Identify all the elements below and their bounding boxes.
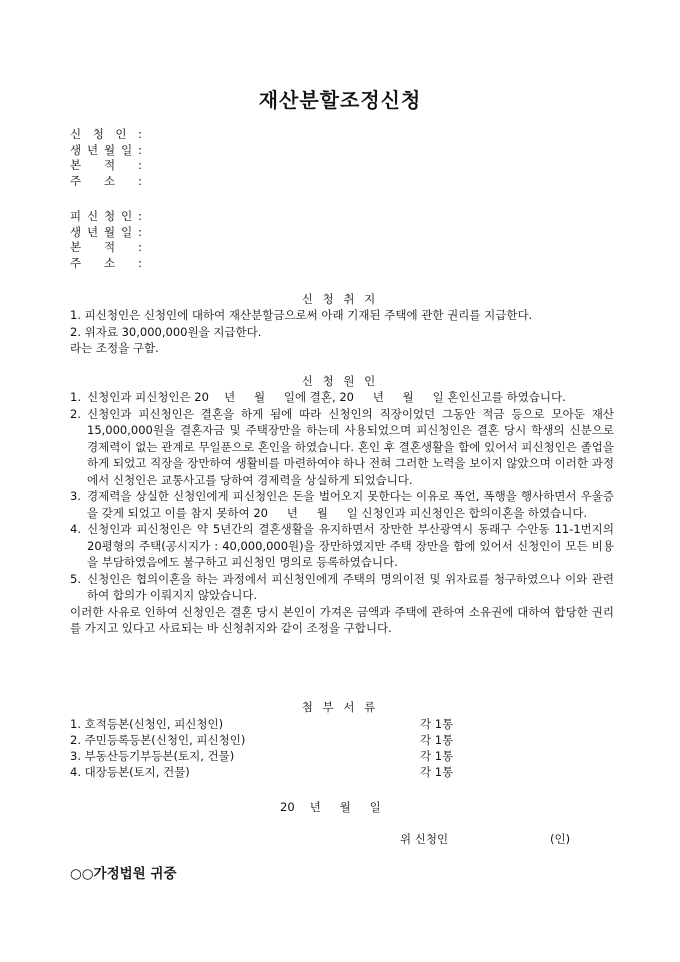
reason-number: 4. <box>70 522 81 536</box>
reasons-list <box>70 389 614 604</box>
attachment-name: 1. 호적등본(신청인, 피신청인) <box>70 717 224 731</box>
attachment-copies: 각 1통 <box>420 717 454 731</box>
attachment-copies: 각 1통 <box>420 749 454 763</box>
reason-item-2 <box>70 406 614 489</box>
respondent-name-label: 피 신 청 인 : <box>70 209 142 223</box>
respondent-info <box>70 209 142 271</box>
respondent-birth-row <box>70 225 142 241</box>
respondent-address-row <box>70 256 142 272</box>
applicant-domicile-row <box>70 158 142 174</box>
reason-number: 3. <box>70 489 81 503</box>
reasons-heading: 신 청 원 인 <box>301 374 379 388</box>
applicant-info <box>70 127 142 189</box>
reason-item-5 <box>70 571 614 604</box>
respondent-name-row <box>70 209 142 225</box>
reason-number: 5. <box>70 571 81 586</box>
date-line: 20 년 월 일 <box>280 800 381 814</box>
respondent-address-label: 주 소 : <box>70 255 142 270</box>
purpose-item-1: 1. 피신청인은 신청인에 대하여 재산분할금으로써 아래 기재된 주택에 관한 권리를 지급한다. <box>70 308 533 322</box>
attachment-name: 2. 주민등록등본(신청인, 피신청인) <box>70 733 246 747</box>
applicant-name-row <box>70 127 142 143</box>
seal-mark: (인) <box>550 832 571 846</box>
applicant-birth-row <box>70 143 142 159</box>
reason-item-1 <box>70 389 614 406</box>
signature-label: 위 신청인 <box>400 832 449 846</box>
applicant-birth-label: 생 년 월 일 : <box>70 142 142 157</box>
respondent-birth-label: 생 년 월 일 : <box>70 224 142 239</box>
attachment-item <box>70 764 490 780</box>
reason-item-3 <box>70 488 614 521</box>
attachment-item <box>70 732 490 748</box>
respondent-domicile-row <box>70 240 142 256</box>
attachment-copies: 각 1통 <box>420 765 454 779</box>
reason-text: 신청인은 협의이혼을 하는 과정에서 피신청인에게 주택의 명의이전 및 위자료를 청구하였으나 이와 관련하여 합의가 이뤄지지 않았습니다. <box>87 571 614 602</box>
respondent-domicile-label: 본 적 : <box>70 240 142 254</box>
reasons-section <box>70 389 614 637</box>
attachment-item <box>70 748 490 764</box>
reason-number: 1. <box>70 390 81 404</box>
applicant-name-label: 신 청 인 : <box>70 127 142 141</box>
reason-item-4 <box>70 521 614 571</box>
applicant-address-row <box>70 174 142 190</box>
reason-text: 신청인과 피신청인은 약 5년간의 결혼생활을 유지하면서 장만한 부산광역시 동래구 수안동 11-1번지의 20평형의 주택(공시지가 : 40,000,000원)을 장만하였지만 주택 장만을 함에 있어서 신청인이 모든 비용을 부담하였음에도 불구하고 피신청인 명의로 등록하였습니다. <box>87 522 614 569</box>
reason-text: 경제력을 상실한 신청인에게 피신청인은 돈을 벌어오지 못한다는 이유로 폭언, 폭행을 행사하면서 우울증을 갖게 되었고 이를 참지 못하여 20 년 월 일 신청인과 피신청인은 합의이혼을 하였습니다. <box>87 489 614 520</box>
reason-text: 신청인과 피신청인은 20 년 월 일에 결혼, 20 년 월 일 혼인신고를 하였습니다. <box>87 390 566 404</box>
attachment-copies: 각 1통 <box>420 733 454 747</box>
document-title: 재산분할조정신청 <box>258 88 422 112</box>
attachments-heading: 첨 부 서 류 <box>301 700 379 714</box>
attachments-list <box>70 716 490 780</box>
attachment-name: 3. 부동산등기부등본(토지, 건물) <box>70 749 235 763</box>
reason-number: 2. <box>70 406 81 421</box>
purpose-section <box>70 307 614 357</box>
applicant-domicile-label: 본 적 : <box>70 158 142 172</box>
reasons-closing: 이러한 사유로 인하여 신청인은 결혼 당시 본인이 가져온 금액과 주택에 관하여 소유권에 대하여 합당한 권리를 가지고 있다고 사료되는 바 신청취지와 같이 조정을 구합니다. <box>70 604 614 635</box>
court-addressee: ○○가정법원 귀중 <box>70 866 177 882</box>
purpose-item-2: 2. 위자료 30,000,000원을 지급한다. <box>70 324 262 339</box>
applicant-address-label: 주 소 : <box>70 173 142 188</box>
reason-text: 신청인과 피신청인은 결혼을 하게 됨에 따라 신청인의 직장이었던 그동안 적금 등으로 모아둔 재산 15,000,000원을 결혼자금 및 주택장만을 하는데 사용되었으며 피신청인은 결혼 당시 학생의 신분으로 경제력이 없는 관계로 무일푼으로 혼인을 하였습니다. 혼인 후 결혼생활을 함에 있어서 피신청인은 졸업을 하게 되었고 직장을 장만하여 생활비를 마련하여야 하나 전혀 그러한 노력을 보이지 않았으며 이러한 과정에서 신청인은 교통사고를 당하여 경제력을 상실하게 되었습니다. <box>87 406 614 487</box>
purpose-heading: 신 청 취 지 <box>301 292 379 306</box>
attachment-item <box>70 716 490 732</box>
attachment-name: 4. 대장등본(토지, 건물) <box>70 765 190 779</box>
purpose-closing: 라는 조정을 구함. <box>70 341 159 355</box>
